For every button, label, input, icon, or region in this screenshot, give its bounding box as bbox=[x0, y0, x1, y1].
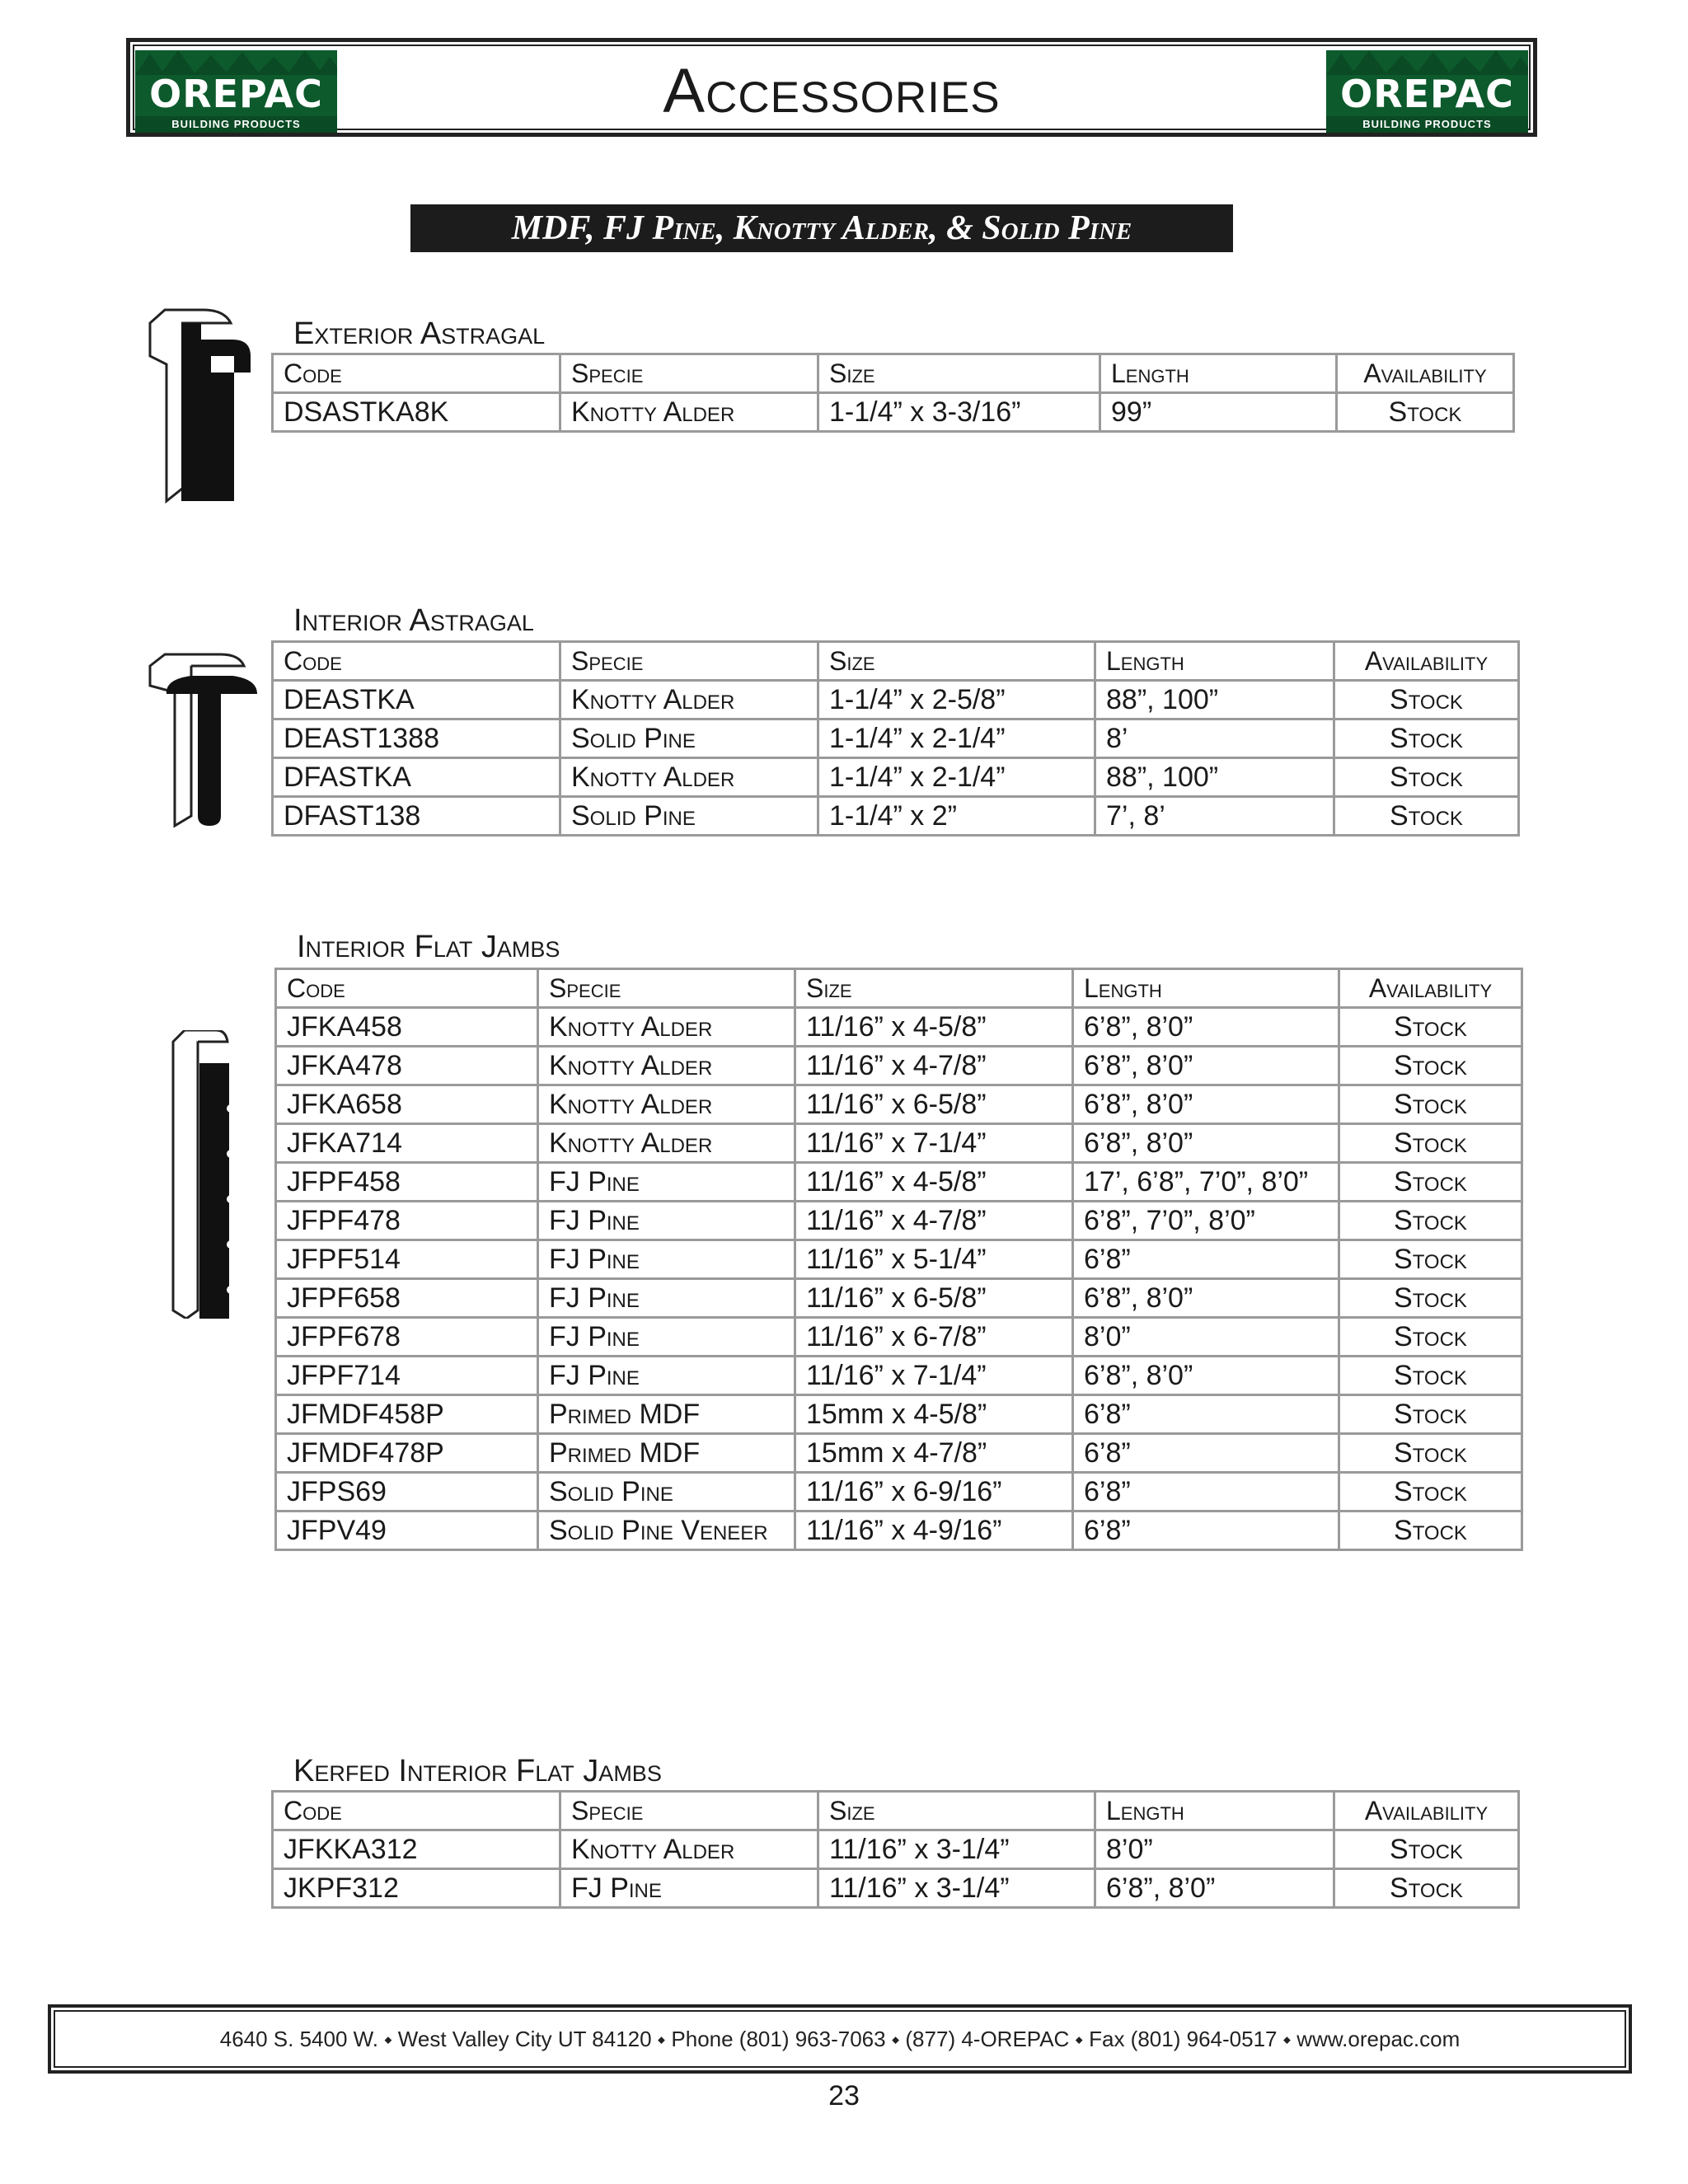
cell-availability: Stock bbox=[1334, 719, 1519, 758]
cell-specie: Solid Pine bbox=[560, 719, 818, 758]
cell-code: JFMDF458P bbox=[276, 1395, 538, 1434]
table-header-row bbox=[273, 642, 1519, 681]
cell-availability: Stock bbox=[1334, 681, 1519, 719]
cell-specie: Knotty Alder bbox=[560, 758, 818, 797]
column-header-code: Code bbox=[273, 354, 560, 393]
cell-specie: Knotty Alder bbox=[560, 393, 818, 432]
interior-astragal-profile-icon bbox=[142, 651, 265, 828]
cell-length: 6’8” bbox=[1073, 1434, 1339, 1473]
table-header-row bbox=[276, 969, 1522, 1008]
cell-size: 11/16” x 7-1/4” bbox=[795, 1124, 1073, 1163]
table-row bbox=[273, 1869, 1519, 1908]
cell-specie: Solid Pine bbox=[560, 797, 818, 836]
cell-availability: Stock bbox=[1337, 393, 1514, 432]
column-header-size: Size bbox=[795, 969, 1073, 1008]
cell-size: 11/16” x 6-9/16” bbox=[795, 1473, 1073, 1511]
logo-wordmark: OREPAC bbox=[1340, 72, 1514, 116]
table-row bbox=[276, 1395, 1522, 1434]
cell-code: JFKKA312 bbox=[273, 1830, 560, 1869]
cell-availability: Stock bbox=[1339, 1434, 1522, 1473]
table-row bbox=[273, 719, 1519, 758]
table-row bbox=[276, 1473, 1522, 1511]
cell-length: 88”, 100” bbox=[1095, 758, 1334, 797]
cell-code: DFASTKA bbox=[273, 758, 560, 797]
table-row bbox=[276, 1434, 1522, 1473]
flat-jamb-profile-icon bbox=[165, 1030, 239, 1319]
cell-specie: FJ Pine bbox=[538, 1240, 795, 1279]
kerfed-interior-flat-jambs-table bbox=[271, 1790, 1520, 1909]
cell-length: 6’8”, 8’0” bbox=[1073, 1085, 1339, 1124]
table-header-row bbox=[273, 354, 1514, 393]
cell-specie: Knotty Alder bbox=[560, 1830, 818, 1869]
section-title-interior-astragal: Interior Astragal bbox=[293, 603, 534, 638]
cell-specie: Primed MDF bbox=[538, 1395, 795, 1434]
table-row bbox=[276, 1163, 1522, 1202]
cell-size: 11/16” x 7-1/4” bbox=[795, 1357, 1073, 1395]
table-row bbox=[273, 797, 1519, 836]
table-row bbox=[276, 1511, 1522, 1550]
table-row bbox=[276, 1240, 1522, 1279]
cell-specie: FJ Pine bbox=[538, 1357, 795, 1395]
column-header-availability: Availability bbox=[1337, 354, 1514, 393]
cell-availability: Stock bbox=[1339, 1085, 1522, 1124]
cell-size: 1-1/4” x 2” bbox=[818, 797, 1095, 836]
table-row bbox=[273, 758, 1519, 797]
section-title-interior-flat-jambs: Interior Flat Jambs bbox=[297, 930, 560, 964]
section-title-kerfed-interior-flat-jambs: Kerfed Interior Flat Jambs bbox=[293, 1754, 662, 1788]
column-header-length: Length bbox=[1095, 642, 1334, 681]
cell-availability: Stock bbox=[1334, 1869, 1519, 1908]
logo-subtext: BUILDING PRODUCTS bbox=[1362, 118, 1492, 130]
cell-code: JFPF478 bbox=[276, 1202, 538, 1240]
cell-length: 17’, 6’8”, 7’0”, 8’0” bbox=[1073, 1163, 1339, 1202]
logo-subtext: BUILDING PRODUCTS bbox=[171, 118, 301, 130]
cell-length: 6’8”, 8’0” bbox=[1073, 1008, 1339, 1047]
cell-code: JFPF658 bbox=[276, 1279, 538, 1318]
cell-specie: Knotty Alder bbox=[560, 681, 818, 719]
cell-length: 6’8” bbox=[1073, 1395, 1339, 1434]
cell-length: 7’, 8’ bbox=[1095, 797, 1334, 836]
cell-length: 8’0” bbox=[1073, 1318, 1339, 1357]
cell-code: JFPF678 bbox=[276, 1318, 538, 1357]
page-title: Accessories bbox=[663, 56, 1001, 126]
cell-availability: Stock bbox=[1339, 1124, 1522, 1163]
table-row bbox=[276, 1202, 1522, 1240]
cell-code: DFAST138 bbox=[273, 797, 560, 836]
cell-size: 11/16” x 4-9/16” bbox=[795, 1511, 1073, 1550]
cell-size: 15mm x 4-5/8” bbox=[795, 1395, 1073, 1434]
cell-code: JFKA478 bbox=[276, 1047, 538, 1085]
cell-code: JFKA458 bbox=[276, 1008, 538, 1047]
category-banner: MDF, FJ Pine, Knotty Alder, & Solid Pine bbox=[410, 204, 1233, 252]
cell-specie: Knotty Alder bbox=[538, 1047, 795, 1085]
column-header-size: Size bbox=[818, 354, 1100, 393]
cell-length: 6’8”, 8’0” bbox=[1073, 1047, 1339, 1085]
cell-size: 11/16” x 4-7/8” bbox=[795, 1202, 1073, 1240]
orepac-logo-right bbox=[1326, 50, 1528, 133]
cell-size: 11/16” x 4-5/8” bbox=[795, 1008, 1073, 1047]
table-row bbox=[276, 1124, 1522, 1163]
table-row bbox=[273, 1830, 1519, 1869]
logo-wordmark: OREPAC bbox=[149, 72, 323, 116]
column-header-length: Length bbox=[1095, 1792, 1334, 1830]
cell-availability: Stock bbox=[1334, 1830, 1519, 1869]
column-header-specie: Specie bbox=[538, 969, 795, 1008]
cell-code: JKPF312 bbox=[273, 1869, 560, 1908]
cell-length: 6’8” bbox=[1073, 1240, 1339, 1279]
cell-specie: FJ Pine bbox=[538, 1279, 795, 1318]
cell-size: 15mm x 4-7/8” bbox=[795, 1434, 1073, 1473]
cell-length: 6’8” bbox=[1073, 1511, 1339, 1550]
column-header-availability: Availability bbox=[1334, 642, 1519, 681]
cell-size: 1-1/4” x 2-1/4” bbox=[818, 758, 1095, 797]
cell-specie: Solid Pine bbox=[538, 1473, 795, 1511]
table-row bbox=[276, 1047, 1522, 1085]
cell-code: DEAST1388 bbox=[273, 719, 560, 758]
cell-specie: Solid Pine Veneer bbox=[538, 1511, 795, 1550]
column-header-code: Code bbox=[276, 969, 538, 1008]
column-header-code: Code bbox=[273, 1792, 560, 1830]
page-header bbox=[126, 38, 1537, 137]
table-row bbox=[276, 1318, 1522, 1357]
cell-availability: Stock bbox=[1334, 758, 1519, 797]
cell-length: 88”, 100” bbox=[1095, 681, 1334, 719]
column-header-code: Code bbox=[273, 642, 560, 681]
table-header-row bbox=[273, 1792, 1519, 1830]
column-header-length: Length bbox=[1073, 969, 1339, 1008]
cell-length: 6’8”, 7’0”, 8’0” bbox=[1073, 1202, 1339, 1240]
table-row bbox=[273, 393, 1514, 432]
cell-size: 11/16” x 6-5/8” bbox=[795, 1279, 1073, 1318]
cell-length: 99” bbox=[1100, 393, 1337, 432]
cell-specie: FJ Pine bbox=[538, 1202, 795, 1240]
cell-availability: Stock bbox=[1339, 1279, 1522, 1318]
table-row bbox=[276, 1279, 1522, 1318]
cell-code: JFPF714 bbox=[276, 1357, 538, 1395]
cell-length: 6’8”, 8’0” bbox=[1095, 1869, 1334, 1908]
column-header-availability: Availability bbox=[1339, 969, 1522, 1008]
cell-specie: FJ Pine bbox=[538, 1163, 795, 1202]
cell-code: JFPS69 bbox=[276, 1473, 538, 1511]
cell-code: DSASTKA8K bbox=[273, 393, 560, 432]
cell-availability: Stock bbox=[1339, 1008, 1522, 1047]
cell-specie: Knotty Alder bbox=[538, 1008, 795, 1047]
cell-code: JFPV49 bbox=[276, 1511, 538, 1550]
cell-size: 1-1/4” x 2-5/8” bbox=[818, 681, 1095, 719]
cell-length: 6’8”, 8’0” bbox=[1073, 1357, 1339, 1395]
table-row bbox=[276, 1357, 1522, 1395]
table-row bbox=[276, 1085, 1522, 1124]
cell-size: 11/16” x 4-5/8” bbox=[795, 1163, 1073, 1202]
cell-size: 11/16” x 6-7/8” bbox=[795, 1318, 1073, 1357]
cell-size: 11/16” x 3-1/4” bbox=[818, 1830, 1095, 1869]
cell-availability: Stock bbox=[1339, 1202, 1522, 1240]
column-header-availability: Availability bbox=[1334, 1792, 1519, 1830]
cell-size: 11/16” x 4-7/8” bbox=[795, 1047, 1073, 1085]
column-header-specie: Specie bbox=[560, 1792, 818, 1830]
cell-availability: Stock bbox=[1339, 1318, 1522, 1357]
cell-size: 11/16” x 5-1/4” bbox=[795, 1240, 1073, 1279]
cell-size: 11/16” x 3-1/4” bbox=[818, 1869, 1095, 1908]
cell-specie: Knotty Alder bbox=[538, 1085, 795, 1124]
cell-availability: Stock bbox=[1339, 1047, 1522, 1085]
table-row bbox=[273, 681, 1519, 719]
cell-length: 8’0” bbox=[1095, 1830, 1334, 1869]
cell-code: JFKA714 bbox=[276, 1124, 538, 1163]
contact-footer: 4640 S. 5400 W. ⬩ West Valley City UT 84120 ⬩ Phone (801) 963-7063 ⬩ (877) 4-OREPAC ⬩ Fax (801) 964-0517 ⬩ www.orepac.com bbox=[48, 2004, 1632, 2074]
page-number: 23 bbox=[828, 2080, 860, 2111]
cell-specie: FJ Pine bbox=[538, 1318, 795, 1357]
column-header-size: Size bbox=[818, 642, 1095, 681]
cell-availability: Stock bbox=[1339, 1240, 1522, 1279]
interior-astragal-table bbox=[271, 640, 1520, 837]
exterior-astragal-table bbox=[271, 353, 1515, 433]
cell-availability: Stock bbox=[1339, 1163, 1522, 1202]
cell-availability: Stock bbox=[1339, 1473, 1522, 1511]
cell-availability: Stock bbox=[1339, 1395, 1522, 1434]
exterior-astragal-profile-icon bbox=[142, 307, 257, 504]
cell-availability: Stock bbox=[1339, 1511, 1522, 1550]
cell-availability: Stock bbox=[1339, 1357, 1522, 1395]
interior-flat-jambs-table bbox=[274, 968, 1523, 1551]
cell-length: 6’8” bbox=[1073, 1473, 1339, 1511]
cell-availability: Stock bbox=[1334, 797, 1519, 836]
cell-code: JFPF458 bbox=[276, 1163, 538, 1202]
cell-specie: Primed MDF bbox=[538, 1434, 795, 1473]
cell-code: JFPF514 bbox=[276, 1240, 538, 1279]
table-row bbox=[276, 1008, 1522, 1047]
cell-code: JFKA658 bbox=[276, 1085, 538, 1124]
section-title-exterior-astragal: Exterior Astragal bbox=[293, 316, 546, 351]
cell-length: 6’8”, 8’0” bbox=[1073, 1279, 1339, 1318]
cell-code: JFMDF478P bbox=[276, 1434, 538, 1473]
column-header-size: Size bbox=[818, 1792, 1095, 1830]
cell-length: 6’8”, 8’0” bbox=[1073, 1124, 1339, 1163]
cell-code: DEASTKA bbox=[273, 681, 560, 719]
cell-length: 8’ bbox=[1095, 719, 1334, 758]
cell-size: 1-1/4” x 3-3/16” bbox=[818, 393, 1100, 432]
cell-size: 11/16” x 6-5/8” bbox=[795, 1085, 1073, 1124]
column-header-specie: Specie bbox=[560, 642, 818, 681]
cell-specie: Knotty Alder bbox=[538, 1124, 795, 1163]
cell-specie: FJ Pine bbox=[560, 1869, 818, 1908]
column-header-length: Length bbox=[1100, 354, 1337, 393]
column-header-specie: Specie bbox=[560, 354, 818, 393]
cell-size: 1-1/4” x 2-1/4” bbox=[818, 719, 1095, 758]
